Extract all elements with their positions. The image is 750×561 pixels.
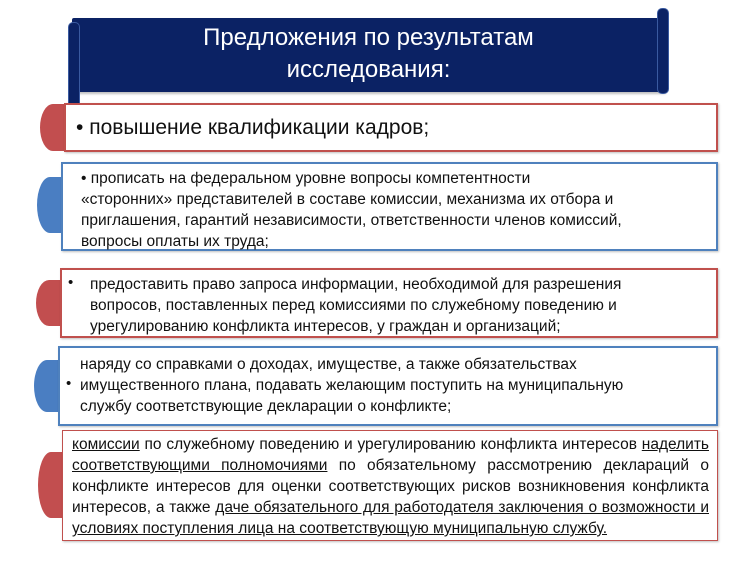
item-text-3	[90, 274, 621, 337]
item-box-4	[58, 346, 718, 426]
item-text-5	[72, 434, 709, 539]
line: прописать на федеральном уровне вопросы компетентности	[90, 170, 531, 187]
text-segment: наделить соответствующими полномочиями	[72, 436, 709, 474]
bullet: •	[66, 375, 72, 392]
line: предоставить право запроса информации, необходимой для разрешения	[90, 276, 622, 293]
item-box-2	[61, 162, 718, 251]
item-marker-1	[40, 104, 66, 151]
item-marker-2	[37, 177, 63, 233]
bullet: •	[68, 274, 74, 291]
text-segment: по служебному поведению и урегулированию конфликта интересов	[139, 436, 642, 453]
item-1-label: повышение квалификации кадров;	[89, 116, 430, 139]
title-line-1: Предложения по результатам	[203, 24, 534, 51]
title-banner	[72, 18, 665, 92]
page-title	[72, 22, 665, 86]
text-segment: комиссии	[72, 436, 140, 453]
item-text-4	[80, 354, 623, 417]
line: приглашения, гарантий независимости, ответственности членов комиссий,	[81, 212, 622, 229]
item-box-1	[64, 103, 718, 152]
bullet: •	[81, 170, 87, 187]
line: урегулированию конфликта интересов, у граждан и организаций;	[90, 318, 561, 335]
line: имущественного плана, подавать желающим поступить на муниципальную	[80, 377, 624, 394]
line: вопросы оплаты их труда;	[81, 233, 269, 250]
item-marker-5	[38, 452, 64, 518]
text-segment: даче обязательного для работодателя заключения о возможности и условиях поступления лица на соответствующую муниципальную службу.	[72, 499, 709, 537]
bullet: •	[76, 116, 84, 139]
line: вопросов, поставленных перед комиссиями по служебному поведению и	[90, 297, 617, 314]
item-text-1	[76, 115, 429, 141]
item-box-3	[60, 268, 718, 338]
line: «сторонних» представителей в составе комиссии, механизма их отбора и	[81, 191, 614, 208]
item-marker-3	[36, 280, 62, 326]
text-segment: по обязательному рассмотрению деклараций о конфликте интересов для оценки соответствующих рисков возникновения конфликта интересов, а также	[72, 457, 709, 516]
item-marker-4	[34, 360, 60, 412]
item-text-2	[81, 168, 622, 252]
line: наряду со справками о доходах, имуществе, а также обязательствах	[80, 356, 577, 373]
title-line-2: исследования:	[286, 56, 451, 83]
line: службу соответствующие декларации о конфликте;	[80, 398, 452, 415]
item-box-5	[62, 430, 718, 541]
